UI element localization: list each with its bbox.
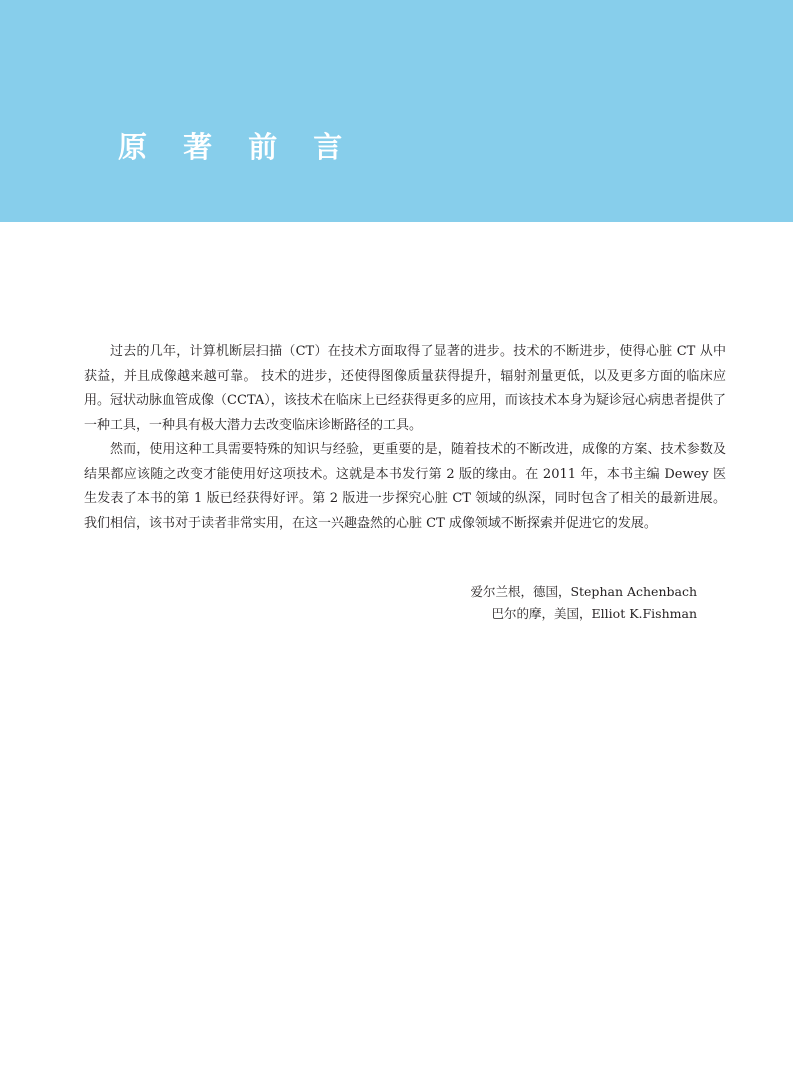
signature-line: 爱尔兰根，德国，Stephan Achenbach <box>470 584 697 599</box>
signature-line: 巴尔的摩，美国，Elliot K.Fishman <box>491 606 697 621</box>
paragraph: 过去的几年，计算机断层扫描（CT）在技术方面取得了显著的进步。技术的不断进步，使得心脏 CT 从中获益，并且成像越来越可靠。 技术的进步，还使得图像质量获得提升，辐射剂量更低，以及更多方面的临床应用。冠状动脉血管成像（CCTA），该技术在临床上已经获得更多的应用，而该技术本身为疑诊冠心病患者提供了一种工具，一种具有极大潜力去改变临床诊断路径的工具。 <box>84 344 726 433</box>
preface-body <box>84 340 726 536</box>
header-band <box>0 0 793 222</box>
paragraph: 然而，使用这种工具需要特殊的知识与经验，更重要的是，随着技术的不断改进，成像的方案、技术参数及结果都应该随之改变才能使用好这项技术。这就是本书发行第 2 版的缘由。在 2011 年，本书主编 Dewey 医生发表了本书的第 1 版已经获得好评。第 2 版进一步探究心脏 CT 领域的纵深，同时包含了相关的最新进展。我们相信，该书对于读者非常实用，在这一兴趣盎然的心脏 CT 成像领域不断探索并促进它的发展。 <box>84 442 726 531</box>
page-title: 原 著 前 言 <box>118 130 356 164</box>
signatures <box>470 581 697 625</box>
